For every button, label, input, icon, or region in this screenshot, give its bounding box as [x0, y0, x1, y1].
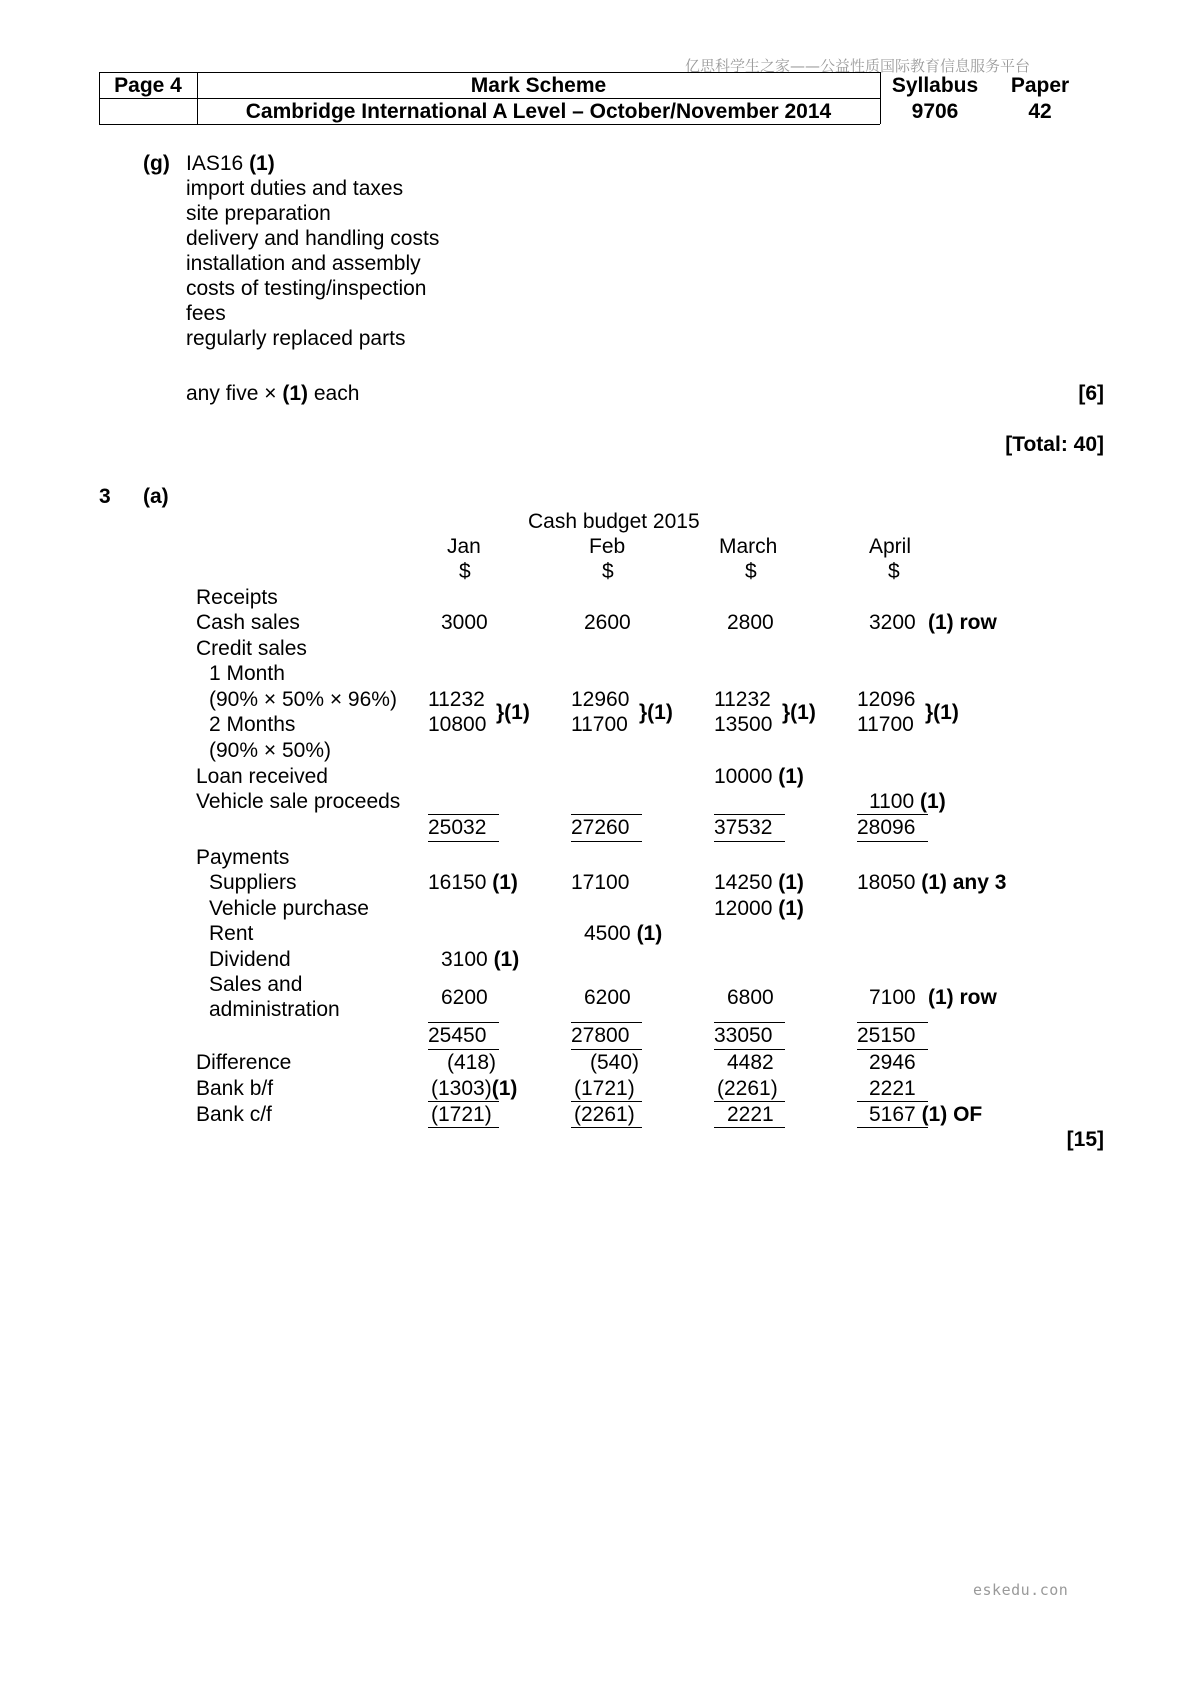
- rule: [428, 1101, 499, 1102]
- part-g-marks: [6]: [1078, 382, 1104, 405]
- receipts-total-jan: 25032: [428, 816, 487, 839]
- ias-line: [186, 151, 275, 176]
- payments-total-april: 25150: [857, 1024, 916, 1047]
- sales-admin-jan: 6200: [441, 986, 488, 1009]
- question-number: 3: [99, 485, 111, 508]
- rule: [428, 841, 499, 842]
- column-header-april: April: [869, 535, 912, 558]
- two-months-label: 2 Months: [209, 713, 296, 736]
- list-item: costs of testing/inspection: [186, 277, 427, 300]
- suppliers-april: [857, 870, 1006, 895]
- one-month-label: 1 Month: [209, 662, 285, 685]
- two-months-calc: (90% × 50%): [209, 739, 331, 762]
- ias-text: IAS16: [186, 152, 244, 175]
- bank-bf-jan-value: (1303): [431, 1077, 492, 1100]
- rule: [571, 1101, 642, 1102]
- suppliers-jan: [428, 870, 518, 895]
- brace-mark-feb: }(1): [639, 701, 673, 724]
- two-months-march: 13500: [714, 713, 773, 736]
- loan-mark: (1): [778, 765, 804, 788]
- currency-march: $: [745, 560, 757, 583]
- sales-admin-april: 7100: [869, 986, 916, 1009]
- bank-bf-label: Bank b/f: [196, 1077, 274, 1100]
- one-month-april: 12096: [857, 688, 916, 711]
- brace-mark-april: }(1): [925, 701, 959, 724]
- syllabus-value: 9706: [911, 100, 959, 123]
- two-months-feb: 11700: [571, 713, 628, 736]
- rent-label: Rent: [209, 922, 254, 945]
- suppliers-march-value: 14250: [714, 871, 773, 894]
- suppliers-feb: 17100: [571, 871, 630, 894]
- cash-sales-label: Cash sales: [196, 611, 300, 634]
- cash-sales-feb: 2600: [584, 611, 631, 634]
- list-item: installation and assembly: [186, 252, 421, 275]
- dividend-label: Dividend: [209, 948, 291, 971]
- column-header-feb: Feb: [589, 535, 626, 558]
- vehicle-sale-label: Vehicle sale proceeds: [196, 790, 401, 813]
- any-five-post: each: [313, 382, 360, 405]
- suppliers-jan-value: 16150: [428, 871, 487, 894]
- vehicle-sale-april: [869, 789, 946, 814]
- suppliers-march-mark: (1): [778, 871, 804, 894]
- suppliers-april-mark: (1) any 3: [921, 871, 1007, 894]
- payments-total-feb: 27800: [571, 1024, 630, 1047]
- one-month-calc: (90% × 50% × 96%): [209, 688, 397, 711]
- one-month-march: 11232: [714, 688, 771, 711]
- paper-value: 42: [1028, 100, 1052, 123]
- credit-sales-label: Credit sales: [196, 637, 307, 660]
- question-3-marks: [15]: [1066, 1128, 1104, 1151]
- suppliers-march: [714, 870, 804, 895]
- column-header-march: March: [719, 535, 778, 558]
- dividend-jan: [441, 947, 519, 972]
- bank-bf-april: 2221: [869, 1077, 916, 1100]
- sales-admin-feb: 6200: [584, 986, 631, 1009]
- total-marks: [Total: 40]: [1005, 433, 1104, 456]
- bank-cf-april: [869, 1102, 982, 1127]
- vehicle-purchase-mark: (1): [778, 897, 804, 920]
- difference-april: 2946: [869, 1051, 916, 1074]
- question-part: (a): [143, 485, 169, 508]
- watermark-text: 亿思科学生之家——公益性质国际教育信息服务平台: [685, 57, 1031, 75]
- bank-bf-feb: (1721): [574, 1077, 635, 1100]
- footer-site: eskedu.con: [973, 1581, 1069, 1599]
- sales-admin-mark: (1) row: [928, 986, 997, 1009]
- bank-cf-april-value: 5167: [869, 1103, 916, 1126]
- cash-sales-jan: 3000: [441, 611, 488, 634]
- doc-subtitle: Cambridge International A Level – October/November 2014: [245, 100, 832, 123]
- list-item: import duties and taxes: [186, 177, 404, 200]
- any-five-line: [186, 381, 359, 406]
- vehicle-sale-mark: (1): [920, 790, 946, 813]
- bank-bf-jan: [431, 1076, 517, 1101]
- brace-mark-march: }(1): [782, 701, 816, 724]
- loan-march: [714, 764, 804, 789]
- bank-bf-mark: (1): [491, 1077, 518, 1100]
- any-five-text: any five ×: [186, 382, 277, 405]
- sales-admin-march: 6800: [727, 986, 774, 1009]
- sales-admin-label-1: Sales and: [209, 973, 303, 996]
- page-number: Page 4: [114, 74, 182, 97]
- rule: [857, 1127, 928, 1128]
- bank-bf-march: (2261): [717, 1077, 778, 1100]
- difference-label: Difference: [196, 1051, 292, 1074]
- loan-label: Loan received: [196, 765, 328, 788]
- dividend-value: 3100: [441, 948, 488, 971]
- bank-cf-jan: (1721): [431, 1103, 492, 1126]
- rule: [857, 841, 928, 842]
- loan-value: 10000: [714, 765, 773, 788]
- rule: [714, 841, 785, 842]
- rule: [714, 1127, 785, 1128]
- currency-feb: $: [602, 560, 614, 583]
- vehicle-purchase-value: 12000: [714, 897, 773, 920]
- vehicle-purchase-label: Vehicle purchase: [209, 897, 369, 920]
- bank-cf-mark: (1) OF: [921, 1103, 983, 1126]
- difference-march: 4482: [727, 1051, 774, 1074]
- vehicle-sale-value: 1100: [869, 790, 915, 813]
- two-months-jan: 10800: [428, 713, 487, 736]
- payments-total-march: 33050: [714, 1024, 773, 1047]
- two-months-april: 11700: [857, 713, 914, 736]
- rule: [857, 1101, 928, 1102]
- list-item: regularly replaced parts: [186, 327, 406, 350]
- syllabus-label: Syllabus: [891, 74, 979, 97]
- bank-cf-feb: (2261): [574, 1103, 635, 1126]
- list-item: fees: [186, 302, 226, 325]
- one-month-jan: 11232: [428, 688, 485, 711]
- bank-cf-march: 2221: [727, 1103, 774, 1126]
- payments-heading: Payments: [196, 846, 290, 869]
- list-item: site preparation: [186, 202, 331, 225]
- list-item: delivery and handling costs: [186, 227, 440, 250]
- receipts-total-march: 37532: [714, 816, 773, 839]
- one-month-feb: 12960: [571, 688, 630, 711]
- rule: [571, 1127, 642, 1128]
- receipts-total-april: 28096: [857, 816, 916, 839]
- receipts-total-feb: 27260: [571, 816, 630, 839]
- rent-feb: [584, 921, 662, 946]
- currency-jan: $: [459, 560, 471, 583]
- suppliers-label: Suppliers: [209, 871, 297, 894]
- doc-title: Mark Scheme: [470, 74, 607, 97]
- suppliers-jan-mark: (1): [492, 871, 518, 894]
- difference-jan: (418): [447, 1051, 497, 1074]
- table-title: Cash budget 2015: [528, 510, 700, 533]
- brace-mark-jan: }(1): [496, 701, 530, 724]
- receipts-heading: Receipts: [196, 586, 278, 609]
- dividend-mark: (1): [493, 948, 520, 971]
- part-g-label: (g): [143, 152, 170, 175]
- cash-sales-march: 2800: [727, 611, 774, 634]
- rent-value: 4500: [584, 922, 631, 945]
- suppliers-april-value: 18050: [857, 871, 916, 894]
- sales-admin-label-2: administration: [209, 998, 340, 1021]
- rent-mark: (1): [636, 922, 663, 945]
- difference-feb: (540): [590, 1051, 640, 1074]
- column-header-jan: Jan: [447, 535, 481, 558]
- payments-total-jan: 25450: [428, 1024, 487, 1047]
- rule: [571, 841, 642, 842]
- ias-mark: (1): [249, 152, 275, 175]
- bank-cf-label: Bank c/f: [196, 1103, 272, 1126]
- rule: [428, 1127, 499, 1128]
- rule: [714, 1101, 785, 1102]
- currency-april: $: [888, 560, 900, 583]
- cash-sales-mark: (1) row: [928, 611, 997, 634]
- paper-label: Paper: [1010, 74, 1070, 97]
- cash-sales-april: 3200: [869, 611, 916, 634]
- vehicle-purchase-march: [714, 896, 804, 921]
- any-five-mark: (1): [282, 382, 308, 405]
